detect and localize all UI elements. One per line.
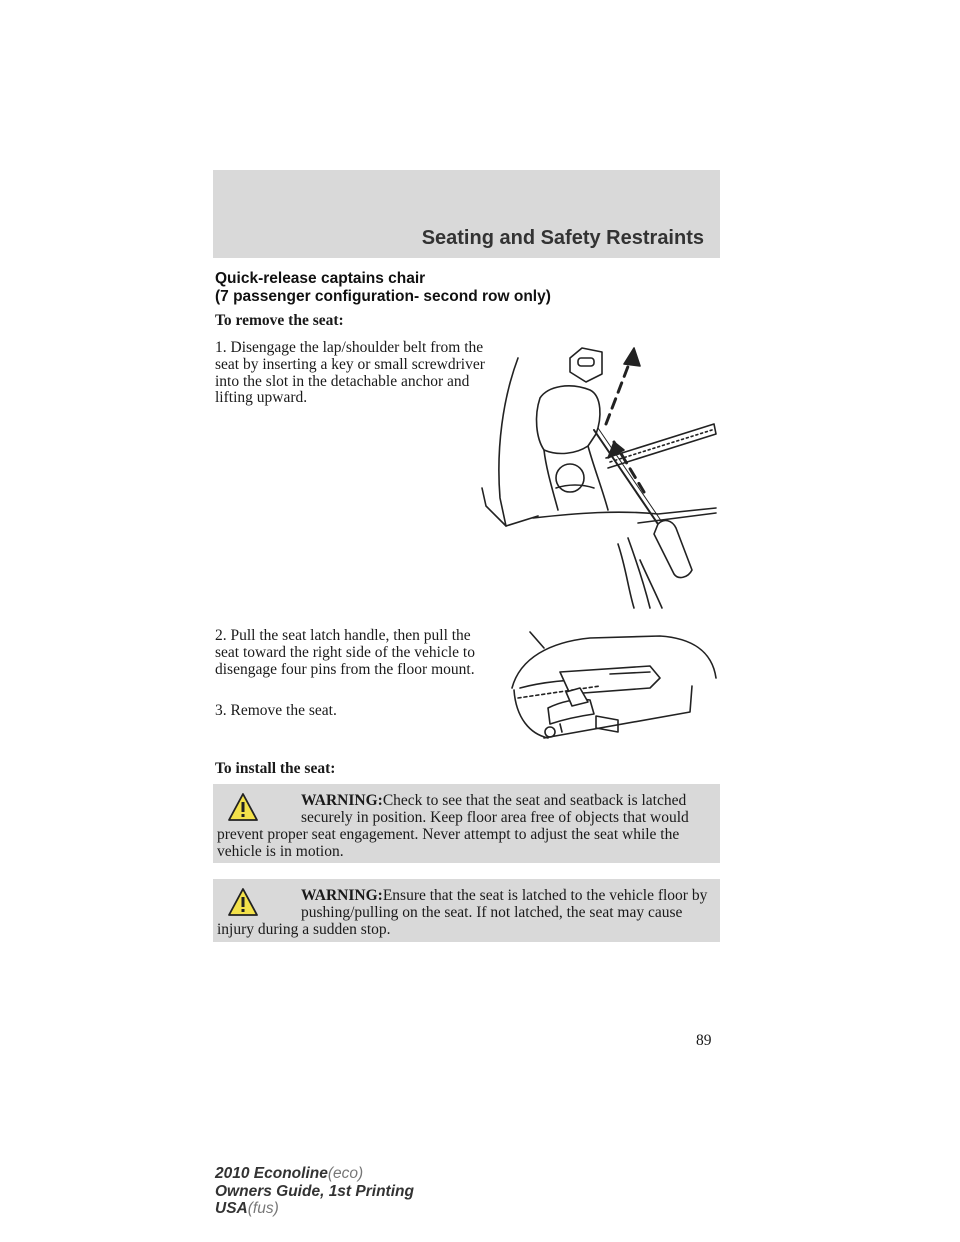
footer-line-1: 2010 Econoline(eco) <box>215 1165 364 1182</box>
belt-anchor-screwdriver-illustration <box>478 338 720 610</box>
section-title: Seating and Safety Restraints <box>421 227 704 249</box>
document-footer <box>215 1165 414 1218</box>
warning-label: WARNING: <box>301 792 383 809</box>
warning-box-2 <box>213 879 720 942</box>
page-number: 89 <box>696 1032 712 1049</box>
heading-line-2: (7 passenger configuration- second row only) <box>215 288 551 305</box>
warning-body: Ensure that the seat is latched to the vehicle floor by pushing/pulling on the seat. If not latched, the seat may cause injury during a sudden stop. <box>217 887 708 938</box>
remove-seat-heading: To remove the seat: <box>215 312 344 329</box>
install-seat-heading: To install the seat: <box>215 760 336 777</box>
footer-line-2: Owners Guide, 1st Printing <box>215 1182 414 1200</box>
warning-label: WARNING: <box>301 887 383 904</box>
remove-step-2: 2. Pull the seat latch handle, then pull the seat toward the right side of the vehicle to disengage four pins from the floor mount. <box>215 627 475 678</box>
warning-text-2 <box>217 887 710 938</box>
warning-triangle-icon <box>227 887 259 917</box>
remove-step-1: 1. Disengage the lap/shoulder belt from the seat by inserting a key or small screwdriver into the slot in the detachable anchor and lifting upward. <box>215 339 485 407</box>
seat-latch-handle-illustration <box>500 628 720 748</box>
warning-body: Check to see that the seat and seatback is latched securely in position. Keep floor area free of objects that would prevent proper seat engagement. Never attempt to adjust the seat while the vehicle is in motion. <box>217 792 689 860</box>
warning-triangle-icon <box>227 792 259 822</box>
section-heading <box>215 270 715 306</box>
remove-step-3: 3. Remove the seat. <box>215 702 337 719</box>
warning-text-1 <box>217 792 710 860</box>
footer-line-3: USA(fus) <box>215 1200 279 1217</box>
heading-line-1: Quick-release captains chair <box>215 270 426 287</box>
warning-box-1 <box>213 784 720 863</box>
section-header-band <box>213 170 720 258</box>
